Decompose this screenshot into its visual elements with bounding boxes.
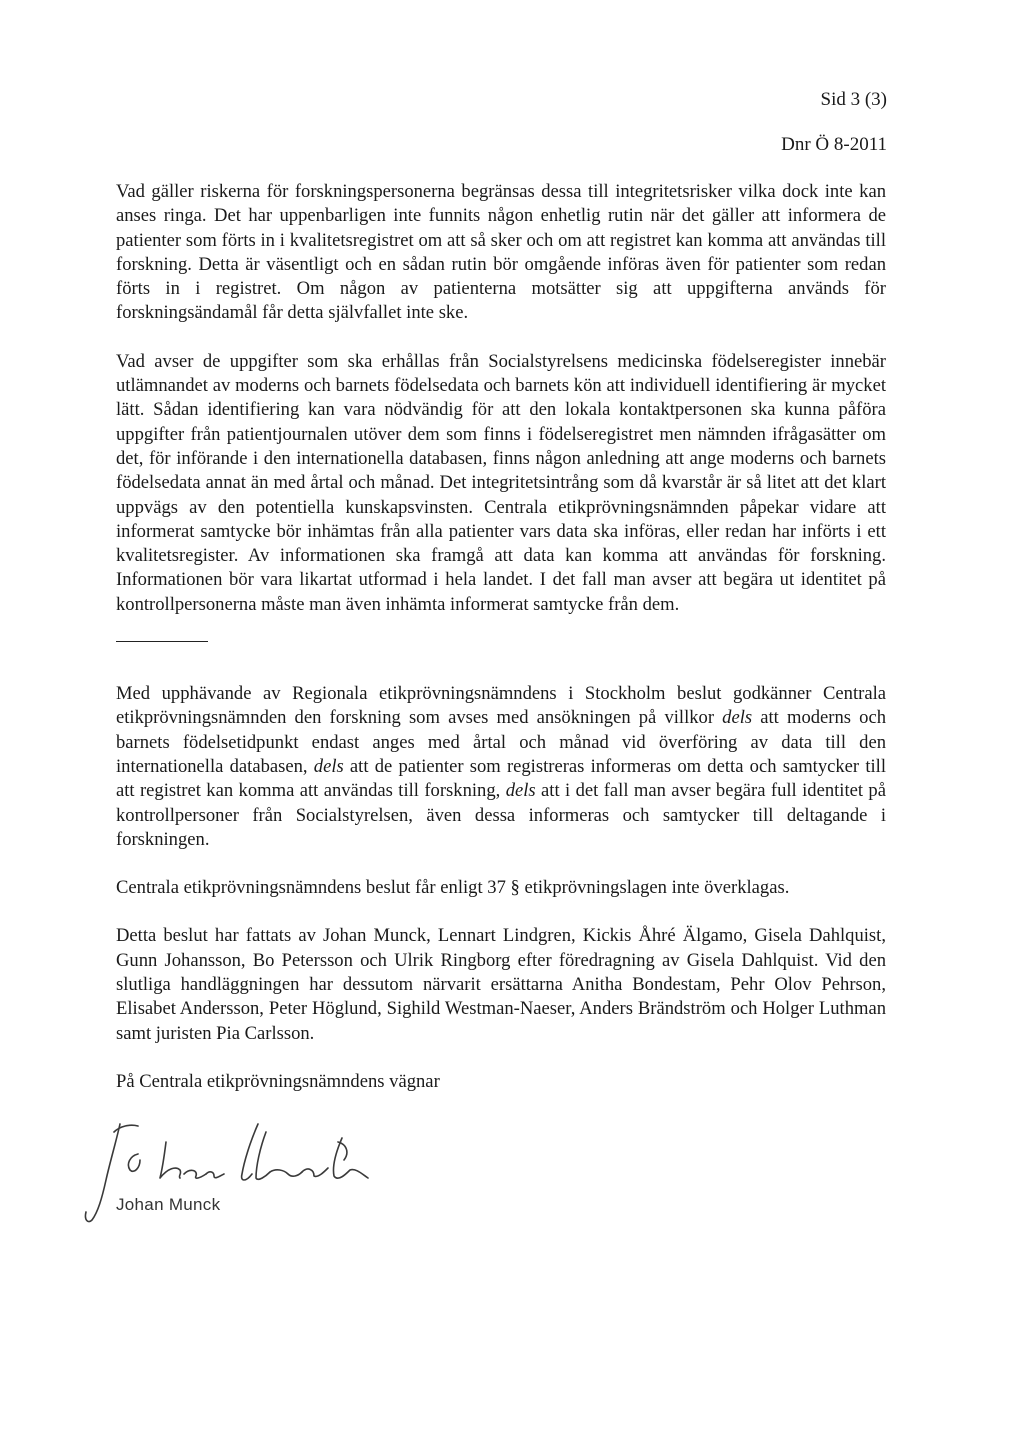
decision-emphasis-2: dels [313, 755, 344, 777]
document-body [116, 180, 886, 1228]
signer-name: Johan Munck [116, 1195, 221, 1215]
decision-text-1: Med upphävande av Regionala etikprövningsnämndens i Stockholm beslut godkänner Centrala etikprövningsnämnden den forskning som avses med ansökningen på villkor [116, 683, 886, 729]
decision-emphasis-1: dels [722, 707, 753, 729]
paragraph-appeal: Centrala etikprövningsnämndens beslut får enligt 37 § etikprövningslagen inte överklagas. [116, 877, 790, 899]
reference-number: Dnr Ö 8-2011 [781, 134, 887, 155]
signature-block [116, 1118, 886, 1228]
decision-text-2: att moderns och barnets födelsetidpunkt endast anges med årtal och månad vid överföring av data till den internationella databasen, [116, 707, 887, 777]
decision-text-4: att i det fall man avser begära full identitet på kontrollpersoner från Socialstyrelsen, även dessa informeras och samtycker till deltagande i forskningen. [116, 780, 886, 850]
separator-line [116, 641, 208, 642]
page-number: Sid 3 (3) [820, 89, 887, 110]
decision-text-3: att de patienter som registreras informeras om detta och samtycker till att registret kan komma att användas till forskning, [116, 755, 886, 802]
paragraph-decision [116, 682, 886, 852]
paragraph-risks: Vad gäller riskerna för forskningspersonerna begränsas dessa till integritetsrisker vilka dock inte kan anses ringa. Det har uppenbarligen inte funnits någon enhetlig rutin när det gäller att informera de patienter som förts in i kvalitetsregistret om att så sker och om att registret kan komma att användas till forskning. Detta är väsentligt och en sådan rutin bör omgående införas även för patienter som redan förts in i registret. Om någon av patienterna motsätter sig att uppgifterna används för forskningsändamål får detta självfallet inte ske. [116, 181, 886, 324]
paragraph-on-behalf: På Centrala etikprövningsnämndens vägnar [116, 1070, 440, 1092]
paragraph-decision-makers: Detta beslut har fattats av Johan Munck, Lennart Lindgren, Kickis Åhré Älgamo, Gisela Dahlquist, Gunn Johansson, Bo Petersson och Ulrik Ringborg efter föredragning av Gisela Dahlquist. Vid den slutliga handläggningen har dessutom närvarit ersättarna Anitha Bondestam, Pehr Olov Pehrson, Elisabet Andersson, Peter Höglund, Sighild Westman-Naeser, Anders Brändström och Holger Luthman samt juristen Pia Carlsson. [116, 925, 886, 1044]
decision-emphasis-3: dels [505, 780, 536, 802]
paragraph-birth-register: Vad avser de uppgifter som ska erhållas från Socialstyrelsens medicinska födelseregister innebär utlämnandet av moderns och barnets födelsedata och barnets kön att individuell identifiering är mycket lätt. Sådan identifiering kan vara nödvändig för att den lokala kontaktpersonen ska kunna påföra uppgifter från patientjournalen utöver dem som finns i födelseregistret men nämnden ifrågasätter om det, för införande i den internationella databasen, finns någon anledning att ange moderns och barnets födelsedata annat än med årtal och månad. Det integritetsintrång som då kvarstår är så litet att det klart uppvägs av den potentiella kunskapsvinsten. Centrala etikprövningsnämnden påpekar vidare att informerat samtycke bör inhämtas från alla patienter vars data ska införas, eller redan har införts i ett kvalitetsregister. Av informationen ska framgå att data kan komma att användas för forskning. Informationen bör vara likartat utformad i hela landet. I det fall man avser att begära ut identitet på kontrollpersonerna måste man även inhämta informerat samtycke från dem. [116, 350, 886, 615]
